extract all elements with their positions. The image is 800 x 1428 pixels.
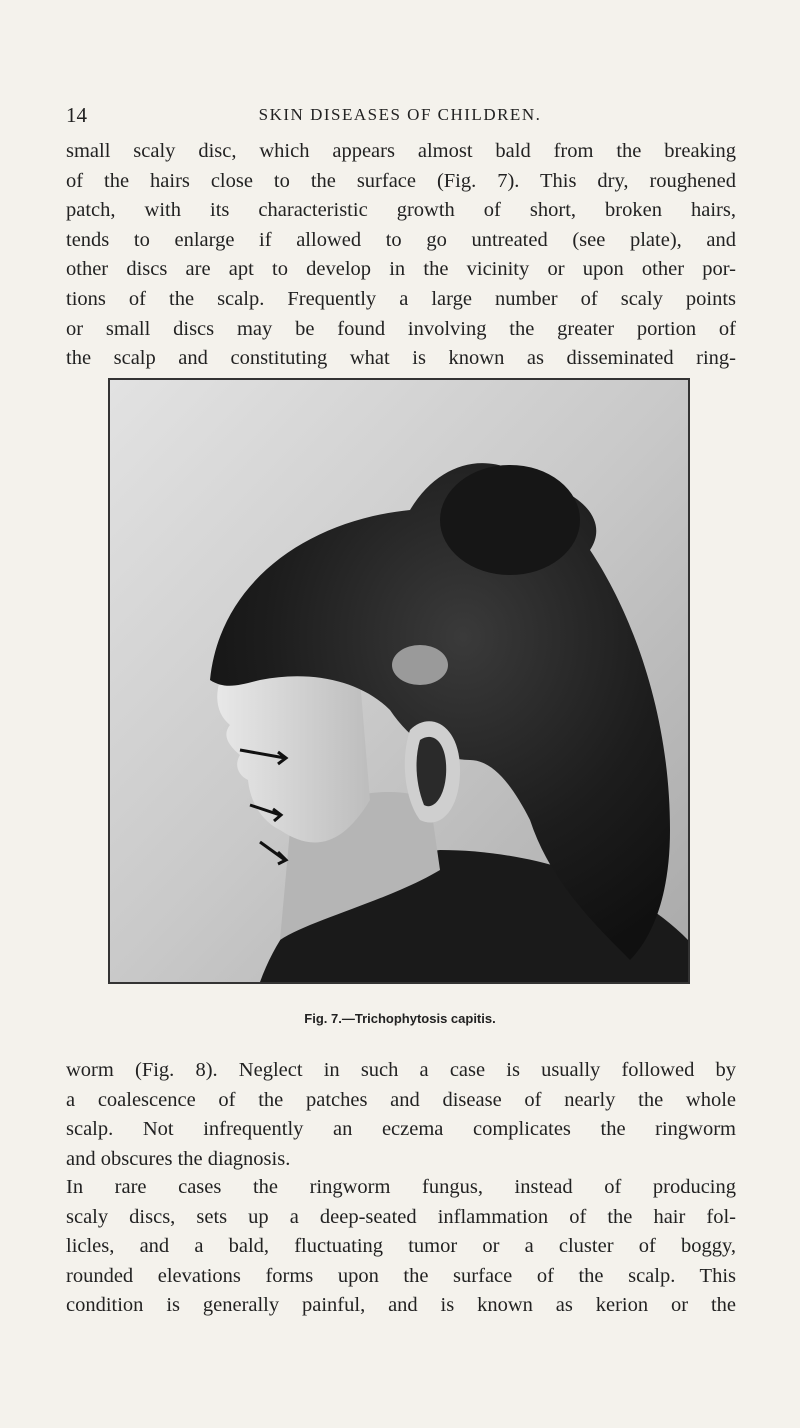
text-line: scaly discs, sets up a deep-seated inflammation of the hair fol- [66, 1205, 736, 1228]
text-line: tions of the scalp. Frequently a large number of scaly points [66, 287, 736, 310]
figure-caption: Fig. 7.—Trichophytosis capitis. [304, 1011, 496, 1026]
paragraph-3 [66, 1173, 736, 1321]
text-line: patch, with its characteristic growth of short, broken hairs, [66, 199, 736, 222]
text-line: other discs are apt to develop in the vicinity or upon other por- [66, 258, 736, 281]
text-line: licles, and a bald, fluctuating tumor or a cluster of boggy, [66, 1235, 736, 1258]
paragraph-1 [66, 137, 736, 374]
text-line: or small discs may be found involving the greater portion of [66, 317, 736, 340]
text-line: worm (Fig. 8). Neglect in such a case is usually followed by [66, 1059, 736, 1081]
text-line: small scaly disc, which appears almost bald from the breaking [66, 140, 736, 162]
figure-photograph [108, 378, 690, 984]
running-title: SKIN DISEASES OF CHILDREN. [258, 105, 542, 124]
text-line: the scalp and constituting what is known as disseminated ring- [66, 347, 736, 370]
text-line: tends to enlarge if allowed to go untreated (see plate), and [66, 228, 736, 251]
text-line: of the hairs close to the surface (Fig. 7). This dry, roughened [66, 169, 736, 192]
patient-photo-illustration [110, 380, 688, 982]
page-header [66, 103, 734, 135]
text-line: In rare cases the ringworm fungus, instead of producing [66, 1176, 736, 1198]
page-number: 14 [66, 103, 87, 127]
text-line: a coalescence of the patches and disease of nearly the whole [66, 1088, 736, 1111]
paragraph-2 [66, 1056, 736, 1174]
text-line: and obscures the diagnosis. [66, 1147, 291, 1170]
text-line: condition is generally painful, and is known as kerion or the [66, 1294, 736, 1317]
text-line: rounded elevations forms upon the surface of the scalp. This [66, 1264, 736, 1287]
text-line: scalp. Not infrequently an eczema complicates the ringworm [66, 1118, 736, 1141]
